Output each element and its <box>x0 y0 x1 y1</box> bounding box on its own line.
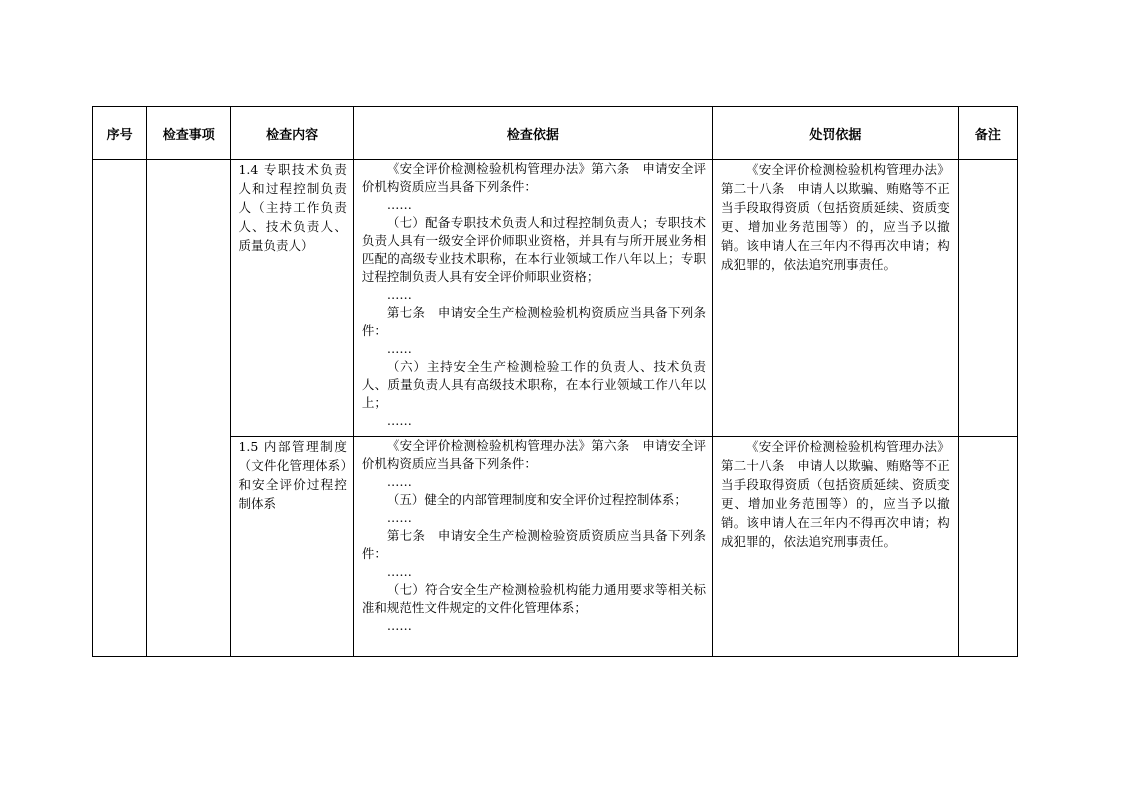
basis-cell <box>353 437 712 657</box>
basis-paragraph: …… <box>386 564 412 579</box>
seq-cell <box>93 160 147 657</box>
header-basis: 检查依据 <box>353 107 712 160</box>
basis-paragraph: （六）主持安全生产检测检验工作的负责人、技术负责人、质量负责人具有高级技术职称，在本行业领域工作八年以上； <box>361 359 706 410</box>
basis-paragraph: …… <box>386 413 412 428</box>
penalty-text: 《安全评价检测检验机构管理办法》第二十八条 申请人以欺骗、贿赂等不正当手段取得资质（包括资质延续、资质变更、增加业务范围等）的，应当予以撤销。该申请人在三年内不得再次申请；构成犯罪的，依法追究刑事责任。 <box>720 162 950 272</box>
content-text: 1.4 专职技术负责人和过程控制负责人（主持工作负责人、技术负责人、质量负责人） <box>238 162 347 253</box>
note-cell <box>958 160 1017 437</box>
basis-paragraph: …… <box>386 474 412 489</box>
header-item: 检查事项 <box>147 107 231 160</box>
penalty-cell <box>712 160 958 437</box>
header-seq: 序号 <box>93 107 147 160</box>
table-header-row <box>93 107 1018 160</box>
penalty-cell <box>712 437 958 657</box>
penalty-text: 《安全评价检测检验机构管理办法》第二十八条 申请人以欺骗、贿赂等不正当手段取得资质（包括资质延续、资质变更、增加业务范围等）的，应当予以撤销。该申请人在三年内不得再次申请；构成犯罪的，依法追究刑事责任。 <box>720 439 950 549</box>
table-row <box>93 437 1018 657</box>
item-cell <box>147 160 231 657</box>
basis-paragraph: （七）配备专职技术负责人和过程控制负责人；专职技术负责人具有一级安全评价师职业资格，并具有与所开展业务相匹配的高级专业技术职称，在本行业领域工作八年以上；专职过程控制负责人具有安全评价师职业资格； <box>361 215 706 284</box>
basis-paragraph: …… <box>386 618 412 633</box>
basis-paragraph: 《安全评价检测检验机构管理办法》第六条 申请安全评价机构资质应当具备下列条件： <box>361 161 706 194</box>
content-cell <box>231 437 353 657</box>
content-text: 1.5 内部管理制度（文件化管理体系）和安全评价过程控制体系 <box>238 439 347 511</box>
header-content: 检查内容 <box>231 107 353 160</box>
basis-cell <box>353 160 712 437</box>
basis-paragraph: 第七条 申请安全生产检测检验资质资质应当具备下列条件： <box>361 528 706 561</box>
inspection-table <box>92 106 1018 657</box>
header-penalty: 处罚依据 <box>712 107 958 160</box>
note-cell <box>958 437 1017 657</box>
content-cell <box>231 160 353 437</box>
basis-paragraph: （七）符合安全生产检测检验机构能力通用要求等相关标准和规范性文件规定的文件化管理体系； <box>361 582 706 615</box>
basis-paragraph: 《安全评价检测检验机构管理办法》第六条 申请安全评价机构资质应当具备下列条件： <box>361 438 706 471</box>
basis-paragraph: 第七条 申请安全生产检测检验机构资质应当具备下列条件： <box>361 305 706 338</box>
basis-paragraph: …… <box>386 287 412 302</box>
basis-paragraph: …… <box>386 510 412 525</box>
header-note: 备注 <box>958 107 1017 160</box>
table-row <box>93 160 1018 437</box>
basis-paragraph: （五）健全的内部管理制度和安全评价过程控制体系； <box>386 492 687 507</box>
basis-paragraph: …… <box>386 341 412 356</box>
basis-paragraph: …… <box>386 197 412 212</box>
